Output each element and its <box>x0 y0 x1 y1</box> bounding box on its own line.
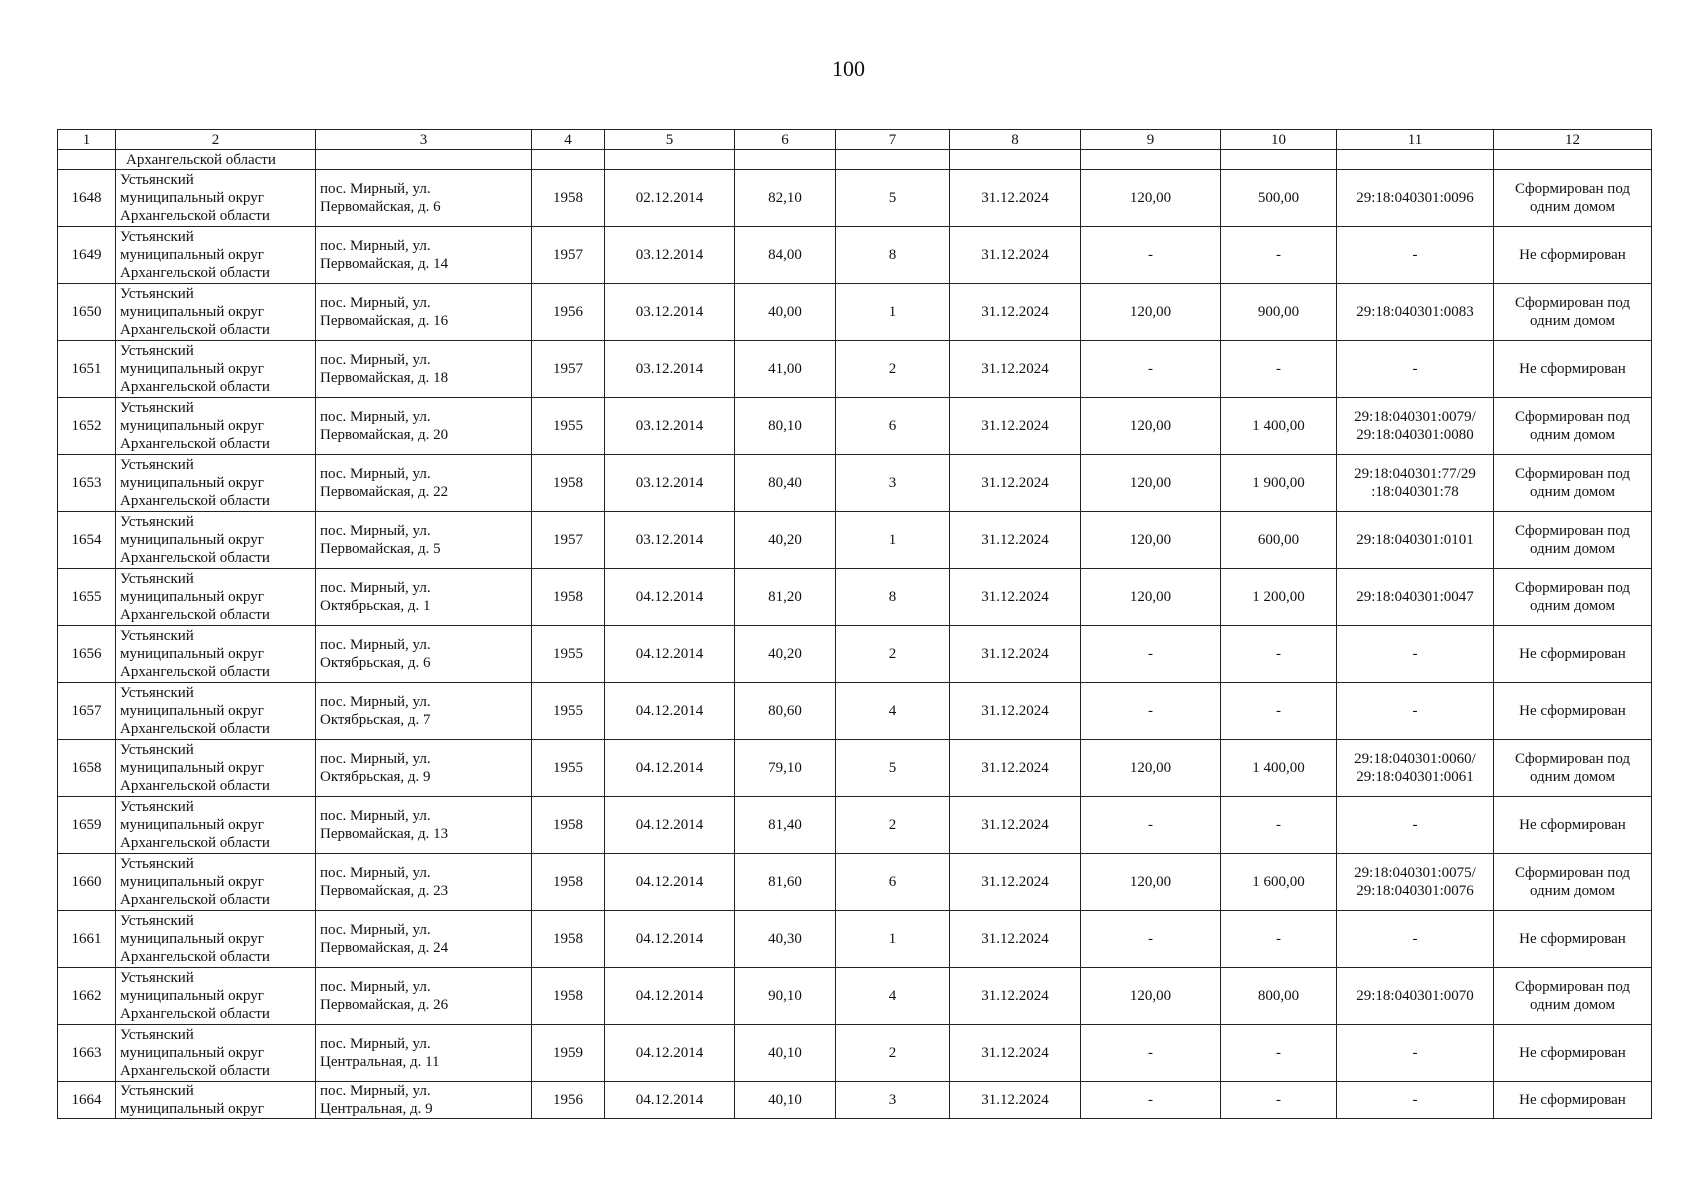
municipality-cell: Устьянский муниципальный округ Архангельской области <box>116 1025 316 1082</box>
residents-cell: 6 <box>836 398 950 455</box>
land-area-cell: 120,00 <box>1081 854 1221 911</box>
plot-area-cell: - <box>1221 626 1337 683</box>
land-area-cell: 120,00 <box>1081 740 1221 797</box>
land-area-cell: 120,00 <box>1081 284 1221 341</box>
residents-cell: 5 <box>836 740 950 797</box>
area-cell: 41,00 <box>735 341 836 398</box>
land-area-cell: 120,00 <box>1081 398 1221 455</box>
row-number-cell: 1648 <box>58 170 116 227</box>
cadastral-number-cell: - <box>1337 227 1494 284</box>
deadline-cell: 31.12.2024 <box>950 455 1081 512</box>
address-cell: пос. Мирный, ул. Октябрьская, д. 1 <box>316 569 532 626</box>
land-area-cell: - <box>1081 1082 1221 1119</box>
residents-cell: 5 <box>836 170 950 227</box>
column-header: 7 <box>836 130 950 150</box>
land-area-cell: - <box>1081 797 1221 854</box>
table-row <box>58 911 1652 968</box>
land-status-cell: Сформирован под одним домом <box>1494 740 1652 797</box>
date-cell: 03.12.2014 <box>605 284 735 341</box>
row-number-cell: 1650 <box>58 284 116 341</box>
year-built-cell: 1957 <box>532 512 605 569</box>
date-cell: 02.12.2014 <box>605 170 735 227</box>
table-row <box>58 398 1652 455</box>
area-cell: 84,00 <box>735 227 836 284</box>
row-number-cell: 1655 <box>58 569 116 626</box>
table-row <box>58 455 1652 512</box>
column-header: 2 <box>116 130 316 150</box>
land-area-cell: 120,00 <box>1081 170 1221 227</box>
table-row <box>58 1025 1652 1082</box>
area-cell: 40,10 <box>735 1082 836 1119</box>
date-cell: 03.12.2014 <box>605 227 735 284</box>
date-cell: 03.12.2014 <box>605 455 735 512</box>
cadastral-number-cell: - <box>1337 1025 1494 1082</box>
deadline-cell: 31.12.2024 <box>950 683 1081 740</box>
municipality-cell: Устьянский муниципальный округ Архангельской области <box>116 227 316 284</box>
year-built-cell: 1958 <box>532 968 605 1025</box>
deadline-cell: 31.12.2024 <box>950 398 1081 455</box>
plot-area-cell: 1 200,00 <box>1221 569 1337 626</box>
land-area-cell: 120,00 <box>1081 455 1221 512</box>
municipality-cell: Устьянский муниципальный округ Архангельской области <box>116 854 316 911</box>
land-status-cell: Сформирован под одним домом <box>1494 455 1652 512</box>
date-cell: 03.12.2014 <box>605 512 735 569</box>
municipality-cell: Устьянский муниципальный округ Архангельской области <box>116 455 316 512</box>
table-row <box>58 683 1652 740</box>
land-status-cell: Не сформирован <box>1494 227 1652 284</box>
date-cell: 04.12.2014 <box>605 626 735 683</box>
deadline-cell: 31.12.2024 <box>950 626 1081 683</box>
municipality-cell: Устьянский муниципальный округ Архангельской области <box>116 284 316 341</box>
column-header: 11 <box>1337 130 1494 150</box>
row-number-cell: 1663 <box>58 1025 116 1082</box>
row-number-cell: 1664 <box>58 1082 116 1119</box>
area-cell: 40,20 <box>735 626 836 683</box>
deadline-cell: 31.12.2024 <box>950 170 1081 227</box>
municipality-cell: Устьянский муниципальный округ Архангельской области <box>116 911 316 968</box>
column-header: 4 <box>532 130 605 150</box>
year-built-cell: 1955 <box>532 626 605 683</box>
cadastral-number-cell: 29:18:040301:0047 <box>1337 569 1494 626</box>
land-status-cell: Не сформирован <box>1494 911 1652 968</box>
address-cell: пос. Мирный, ул. Первомайская, д. 14 <box>316 227 532 284</box>
municipality-cell: Устьянский муниципальный округ Архангельской области <box>116 569 316 626</box>
plot-area-cell: 1 600,00 <box>1221 854 1337 911</box>
deadline-cell: 31.12.2024 <box>950 911 1081 968</box>
land-area-cell: - <box>1081 227 1221 284</box>
year-built-cell: 1955 <box>532 683 605 740</box>
plot-area-cell: 1 400,00 <box>1221 398 1337 455</box>
municipality-cell: Устьянский муниципальный округ Архангельской области <box>116 740 316 797</box>
residents-cell: 2 <box>836 341 950 398</box>
row-number-cell: 1661 <box>58 911 116 968</box>
residents-cell: 2 <box>836 626 950 683</box>
year-built-cell: 1958 <box>532 170 605 227</box>
year-built-cell: 1955 <box>532 740 605 797</box>
row-number-cell: 1657 <box>58 683 116 740</box>
cadastral-number-cell: - <box>1337 683 1494 740</box>
municipality-cell: Устьянский муниципальный округ <box>116 1082 316 1119</box>
date-cell: 04.12.2014 <box>605 854 735 911</box>
land-area-cell: 120,00 <box>1081 968 1221 1025</box>
table-row <box>58 284 1652 341</box>
year-built-cell: 1956 <box>532 1082 605 1119</box>
cadastral-number-cell: - <box>1337 911 1494 968</box>
land-area-cell: - <box>1081 1025 1221 1082</box>
municipality-cell: Устьянский муниципальный округ Архангельской области <box>116 512 316 569</box>
cadastral-number-cell: 29:18:040301:77/29 :18:040301:78 <box>1337 455 1494 512</box>
table-row <box>58 341 1652 398</box>
column-header: 5 <box>605 130 735 150</box>
address-cell: пос. Мирный, ул. Первомайская, д. 24 <box>316 911 532 968</box>
address-cell: пос. Мирный, ул. Центральная, д. 9 <box>316 1082 532 1119</box>
table-row <box>58 569 1652 626</box>
cadastral-number-cell: 29:18:040301:0079/ 29:18:040301:0080 <box>1337 398 1494 455</box>
row-number-cell: 1656 <box>58 626 116 683</box>
cadastral-number-cell: 29:18:040301:0070 <box>1337 968 1494 1025</box>
row-number-cell: 1653 <box>58 455 116 512</box>
cadastral-number-cell: 29:18:040301:0083 <box>1337 284 1494 341</box>
deadline-cell: 31.12.2024 <box>950 797 1081 854</box>
land-status-cell: Сформирован под одним домом <box>1494 968 1652 1025</box>
address-cell: пос. Мирный, ул. Первомайская, д. 20 <box>316 398 532 455</box>
row-number-cell: 1651 <box>58 341 116 398</box>
municipality-cell: Устьянский муниципальный округ Архангельской области <box>116 683 316 740</box>
address-cell: пос. Мирный, ул. Первомайская, д. 18 <box>316 341 532 398</box>
land-status-cell: Не сформирован <box>1494 1025 1652 1082</box>
land-status-cell: Не сформирован <box>1494 683 1652 740</box>
area-cell: 81,20 <box>735 569 836 626</box>
municipality-cell: Устьянский муниципальный округ Архангельской области <box>116 341 316 398</box>
row-number-cell: 1652 <box>58 398 116 455</box>
residents-cell: 1 <box>836 911 950 968</box>
date-cell: 04.12.2014 <box>605 740 735 797</box>
address-cell: пос. Мирный, ул. Первомайская, д. 23 <box>316 854 532 911</box>
residents-cell: 4 <box>836 683 950 740</box>
column-header: 6 <box>735 130 836 150</box>
table-row <box>58 740 1652 797</box>
row-number-cell: 1649 <box>58 227 116 284</box>
municipality-cell: Устьянский муниципальный округ Архангельской области <box>116 398 316 455</box>
cadastral-number-cell: - <box>1337 341 1494 398</box>
plot-area-cell: - <box>1221 797 1337 854</box>
column-header: 1 <box>58 130 116 150</box>
deadline-cell: 31.12.2024 <box>950 1082 1081 1119</box>
land-status-cell: Сформирован под одним домом <box>1494 170 1652 227</box>
table-row <box>58 854 1652 911</box>
land-status-cell: Не сформирован <box>1494 797 1652 854</box>
year-built-cell: 1956 <box>532 284 605 341</box>
residents-cell: 8 <box>836 569 950 626</box>
plot-area-cell: 500,00 <box>1221 170 1337 227</box>
cadastral-number-cell: - <box>1337 1082 1494 1119</box>
municipality-cell: Устьянский муниципальный округ Архангельской области <box>116 797 316 854</box>
year-built-cell: 1959 <box>532 1025 605 1082</box>
residents-cell: 6 <box>836 854 950 911</box>
table-row <box>58 626 1652 683</box>
residents-cell: 2 <box>836 797 950 854</box>
plot-area-cell: - <box>1221 1082 1337 1119</box>
row-number-cell: 1659 <box>58 797 116 854</box>
date-cell: 04.12.2014 <box>605 911 735 968</box>
cadastral-number-cell: 29:18:040301:0101 <box>1337 512 1494 569</box>
year-built-cell: 1957 <box>532 227 605 284</box>
date-cell: 04.12.2014 <box>605 797 735 854</box>
address-cell: пос. Мирный, ул. Первомайская, д. 22 <box>316 455 532 512</box>
residents-cell: 1 <box>836 512 950 569</box>
row-number-cell: 1658 <box>58 740 116 797</box>
plot-area-cell: 1 400,00 <box>1221 740 1337 797</box>
municipality-cell: Устьянский муниципальный округ Архангельской области <box>116 968 316 1025</box>
year-built-cell: 1958 <box>532 569 605 626</box>
table-row <box>58 968 1652 1025</box>
deadline-cell: 31.12.2024 <box>950 284 1081 341</box>
date-cell: 03.12.2014 <box>605 341 735 398</box>
date-cell: 03.12.2014 <box>605 398 735 455</box>
address-cell: пос. Мирный, ул. Центральная, д. 11 <box>316 1025 532 1082</box>
plot-area-cell: - <box>1221 911 1337 968</box>
year-built-cell: 1958 <box>532 797 605 854</box>
residents-cell: 4 <box>836 968 950 1025</box>
date-cell: 04.12.2014 <box>605 683 735 740</box>
cadastral-number-cell: 29:18:040301:0075/ 29:18:040301:0076 <box>1337 854 1494 911</box>
land-status-cell: Сформирован под одним домом <box>1494 512 1652 569</box>
table-row <box>58 1082 1652 1119</box>
area-cell: 82,10 <box>735 170 836 227</box>
area-cell: 80,40 <box>735 455 836 512</box>
land-status-cell: Не сформирован <box>1494 341 1652 398</box>
continuation-text: Архангельской области <box>116 150 316 170</box>
row-number-cell: 1660 <box>58 854 116 911</box>
column-number-row <box>58 130 1652 150</box>
column-header: 3 <box>316 130 532 150</box>
date-cell: 04.12.2014 <box>605 968 735 1025</box>
deadline-cell: 31.12.2024 <box>950 854 1081 911</box>
deadline-cell: 31.12.2024 <box>950 968 1081 1025</box>
land-status-cell: Не сформирован <box>1494 1082 1652 1119</box>
land-area-cell: - <box>1081 911 1221 968</box>
column-header: 12 <box>1494 130 1652 150</box>
plot-area-cell: 900,00 <box>1221 284 1337 341</box>
address-cell: пос. Мирный, ул. Первомайская, д. 16 <box>316 284 532 341</box>
row-number-cell: 1654 <box>58 512 116 569</box>
residents-cell: 8 <box>836 227 950 284</box>
deadline-cell: 31.12.2024 <box>950 341 1081 398</box>
plot-area-cell: - <box>1221 341 1337 398</box>
column-header: 9 <box>1081 130 1221 150</box>
deadline-cell: 31.12.2024 <box>950 512 1081 569</box>
plot-area-cell: - <box>1221 683 1337 740</box>
area-cell: 79,10 <box>735 740 836 797</box>
row-number-cell: 1662 <box>58 968 116 1025</box>
year-built-cell: 1957 <box>532 341 605 398</box>
date-cell: 04.12.2014 <box>605 1082 735 1119</box>
table-row <box>58 797 1652 854</box>
land-status-cell: Сформирован под одним домом <box>1494 284 1652 341</box>
address-cell: пос. Мирный, ул. Октябрьская, д. 7 <box>316 683 532 740</box>
plot-area-cell: 600,00 <box>1221 512 1337 569</box>
municipality-cell: Устьянский муниципальный округ Архангельской области <box>116 626 316 683</box>
area-cell: 90,10 <box>735 968 836 1025</box>
plot-area-cell: - <box>1221 227 1337 284</box>
date-cell: 04.12.2014 <box>605 569 735 626</box>
land-status-cell: Сформирован под одним домом <box>1494 398 1652 455</box>
residents-cell: 1 <box>836 284 950 341</box>
year-built-cell: 1958 <box>532 911 605 968</box>
residents-cell: 3 <box>836 1082 950 1119</box>
area-cell: 40,20 <box>735 512 836 569</box>
column-header: 8 <box>950 130 1081 150</box>
area-cell: 80,10 <box>735 398 836 455</box>
area-cell: 40,00 <box>735 284 836 341</box>
municipality-cell: Устьянский муниципальный округ Архангельской области <box>116 170 316 227</box>
page-number: 100 <box>832 56 865 81</box>
deadline-cell: 31.12.2024 <box>950 227 1081 284</box>
year-built-cell: 1958 <box>532 455 605 512</box>
cadastral-number-cell: 29:18:040301:0096 <box>1337 170 1494 227</box>
continuation-row <box>58 150 1652 170</box>
residents-cell: 3 <box>836 455 950 512</box>
address-cell: пос. Мирный, ул. Первомайская, д. 5 <box>316 512 532 569</box>
land-area-cell: 120,00 <box>1081 512 1221 569</box>
column-header: 10 <box>1221 130 1337 150</box>
cadastral-number-cell: - <box>1337 626 1494 683</box>
land-status-cell: Не сформирован <box>1494 626 1652 683</box>
deadline-cell: 31.12.2024 <box>950 740 1081 797</box>
area-cell: 40,10 <box>735 1025 836 1082</box>
area-cell: 81,40 <box>735 797 836 854</box>
plot-area-cell: - <box>1221 1025 1337 1082</box>
housing-registry-table <box>57 129 1652 1119</box>
table-row <box>58 227 1652 284</box>
plot-area-cell: 800,00 <box>1221 968 1337 1025</box>
address-cell: пос. Мирный, ул. Первомайская, д. 13 <box>316 797 532 854</box>
address-cell: пос. Мирный, ул. Первомайская, д. 6 <box>316 170 532 227</box>
deadline-cell: 31.12.2024 <box>950 1025 1081 1082</box>
residents-cell: 2 <box>836 1025 950 1082</box>
date-cell: 04.12.2014 <box>605 1025 735 1082</box>
cadastral-number-cell: - <box>1337 797 1494 854</box>
address-cell: пос. Мирный, ул. Октябрьская, д. 6 <box>316 626 532 683</box>
land-status-cell: Сформирован под одним домом <box>1494 854 1652 911</box>
address-cell: пос. Мирный, ул. Первомайская, д. 26 <box>316 968 532 1025</box>
year-built-cell: 1955 <box>532 398 605 455</box>
plot-area-cell: 1 900,00 <box>1221 455 1337 512</box>
land-area-cell: - <box>1081 683 1221 740</box>
address-cell: пос. Мирный, ул. Октябрьская, д. 9 <box>316 740 532 797</box>
cadastral-number-cell: 29:18:040301:0060/ 29:18:040301:0061 <box>1337 740 1494 797</box>
table-row <box>58 170 1652 227</box>
deadline-cell: 31.12.2024 <box>950 569 1081 626</box>
area-cell: 81,60 <box>735 854 836 911</box>
land-area-cell: - <box>1081 626 1221 683</box>
land-area-cell: 120,00 <box>1081 569 1221 626</box>
area-cell: 40,30 <box>735 911 836 968</box>
land-status-cell: Сформирован под одним домом <box>1494 569 1652 626</box>
year-built-cell: 1958 <box>532 854 605 911</box>
area-cell: 80,60 <box>735 683 836 740</box>
land-area-cell: - <box>1081 341 1221 398</box>
table-row <box>58 512 1652 569</box>
